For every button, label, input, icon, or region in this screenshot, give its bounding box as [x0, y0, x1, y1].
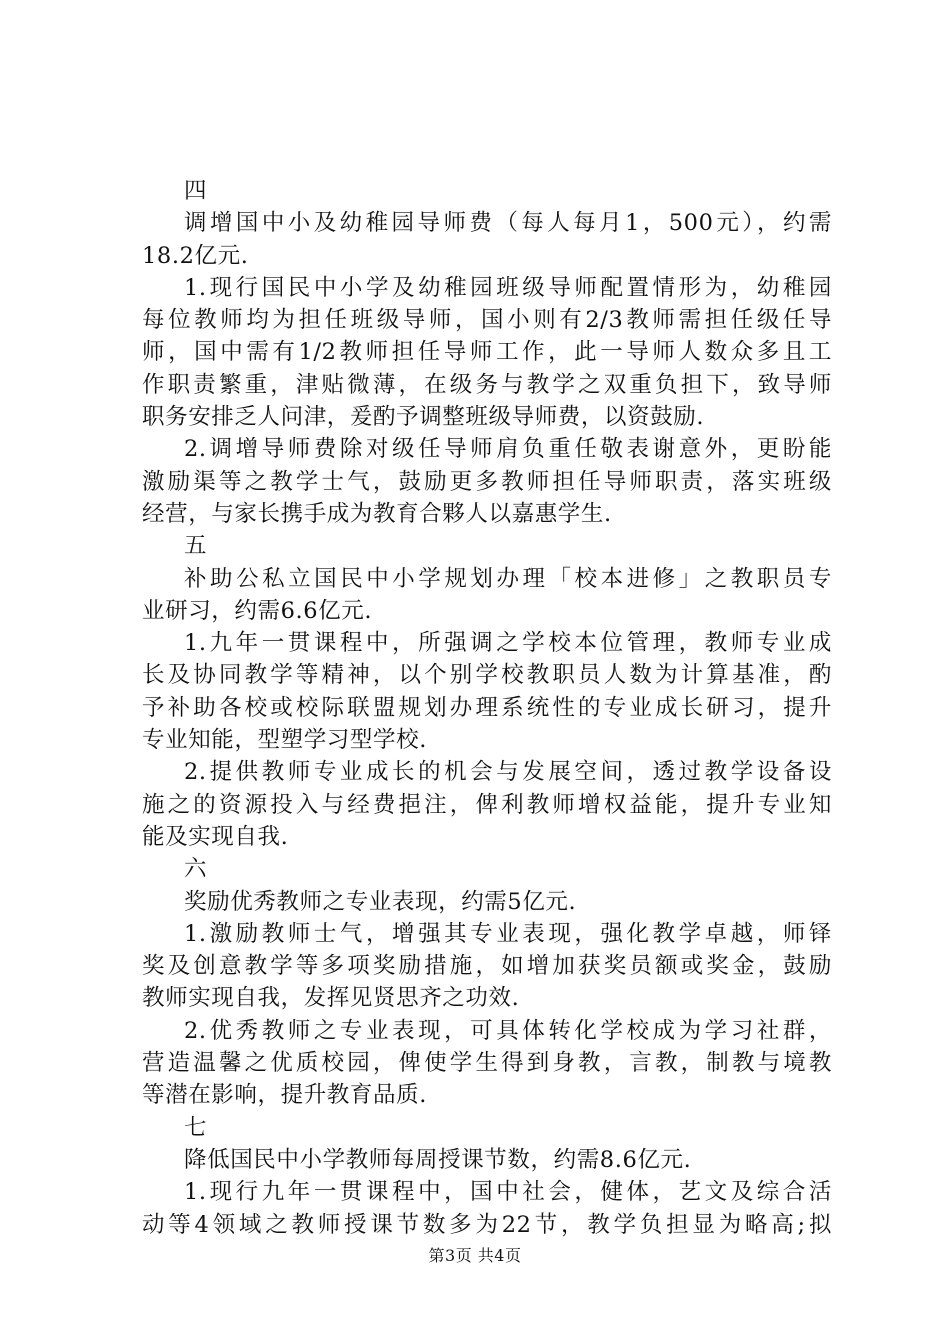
text-line: 七	[184, 1114, 208, 1141]
text-line: 动等4领域之教师授课节数多为22节，教学负担显为略高;拟	[142, 1211, 832, 1238]
text-line: 1.九年一贯课程中，所强调之学校本位管理，教师专业成	[184, 630, 832, 657]
text-line: 2.优秀教师之专业表现，可具体转化学校成为学习社群，	[184, 1017, 832, 1044]
text-line: 奖及创意教学等多项奖励措施，如增加获奖员额或奖金，鼓励	[142, 953, 832, 980]
text-line: 补助公私立国民中小学规划办理「校本进修」之教职员专	[184, 565, 832, 592]
document-body	[142, 175, 832, 1241]
text-line: 长及协同教学等精神，以个别学校教职员人数为计算基准，酌	[142, 662, 832, 689]
text-line: 奖励优秀教师之专业表现，约需5亿元.	[184, 888, 577, 915]
text-line: 经营，与家长携手成为教育合夥人以嘉惠学生.	[142, 500, 612, 527]
text-line: 1.现行九年一贯课程中，国中社会，健体，艺文及综合活	[184, 1179, 832, 1206]
text-line: 18.2亿元.	[142, 242, 249, 269]
text-line: 作职责繁重，津贴微薄，在级务与教学之双重负担下，致导师	[142, 371, 832, 398]
text-line: 降低国民中小学教师每周授课节数，约需8.6亿元.	[184, 1146, 692, 1173]
text-line: 营造温馨之优质校园，俾使学生得到身教，言教，制教与境教	[142, 1050, 832, 1077]
text-line: 施之的资源投入与经费挹注，俾利教师增权益能，提升专业知	[142, 791, 832, 818]
text-line: 职务安排乏人问津，爰酌予调整班级导师费，以资鼓励.	[142, 404, 705, 431]
text-line: 予补助各校或校际联盟规划办理系统性的专业成长研习，提升	[142, 694, 832, 721]
text-line: 2.提供教师专业成长的机会与发展空间，透过教学设备设	[184, 759, 832, 786]
text-line: 1.现行国民中小学及幼稚园班级导师配置情形为，幼稚园	[184, 274, 832, 301]
page-number-footer: 第3页 共4页	[428, 1246, 522, 1265]
text-line: 1.激励教师士气，增强其专业表现，强化教学卓越，师铎	[184, 920, 832, 947]
text-line: 每位教师均为担任班级导师，国小则有2/3教师需担任级任导	[142, 307, 832, 334]
text-line: 四	[184, 178, 208, 204]
text-line: 激励渠等之教学士气，鼓励更多教师担任导师职责，落实班级	[142, 468, 832, 495]
text-line: 六	[184, 856, 208, 883]
text-line: 能及实现自我.	[142, 823, 289, 850]
text-line: 五	[184, 533, 208, 560]
text-line: 业研习，约需6.6亿元.	[142, 597, 373, 624]
text-line: 专业知能，型塑学习型学校.	[142, 727, 427, 754]
text-line: 师，国中需有1/2教师担任导师工作，此一导师人数众多且工	[142, 339, 832, 366]
text-line: 调增国中小及幼稚园导师费（每人每月1，500元），约需	[184, 210, 832, 237]
text-line: 等潜在影响，提升教育品质.	[142, 1082, 427, 1109]
text-line: 教师实现自我，发挥见贤思齐之功效.	[142, 985, 520, 1012]
text-line: 2.调增导师费除对级任导师肩负重任敬表谢意外，更盼能	[184, 436, 832, 463]
